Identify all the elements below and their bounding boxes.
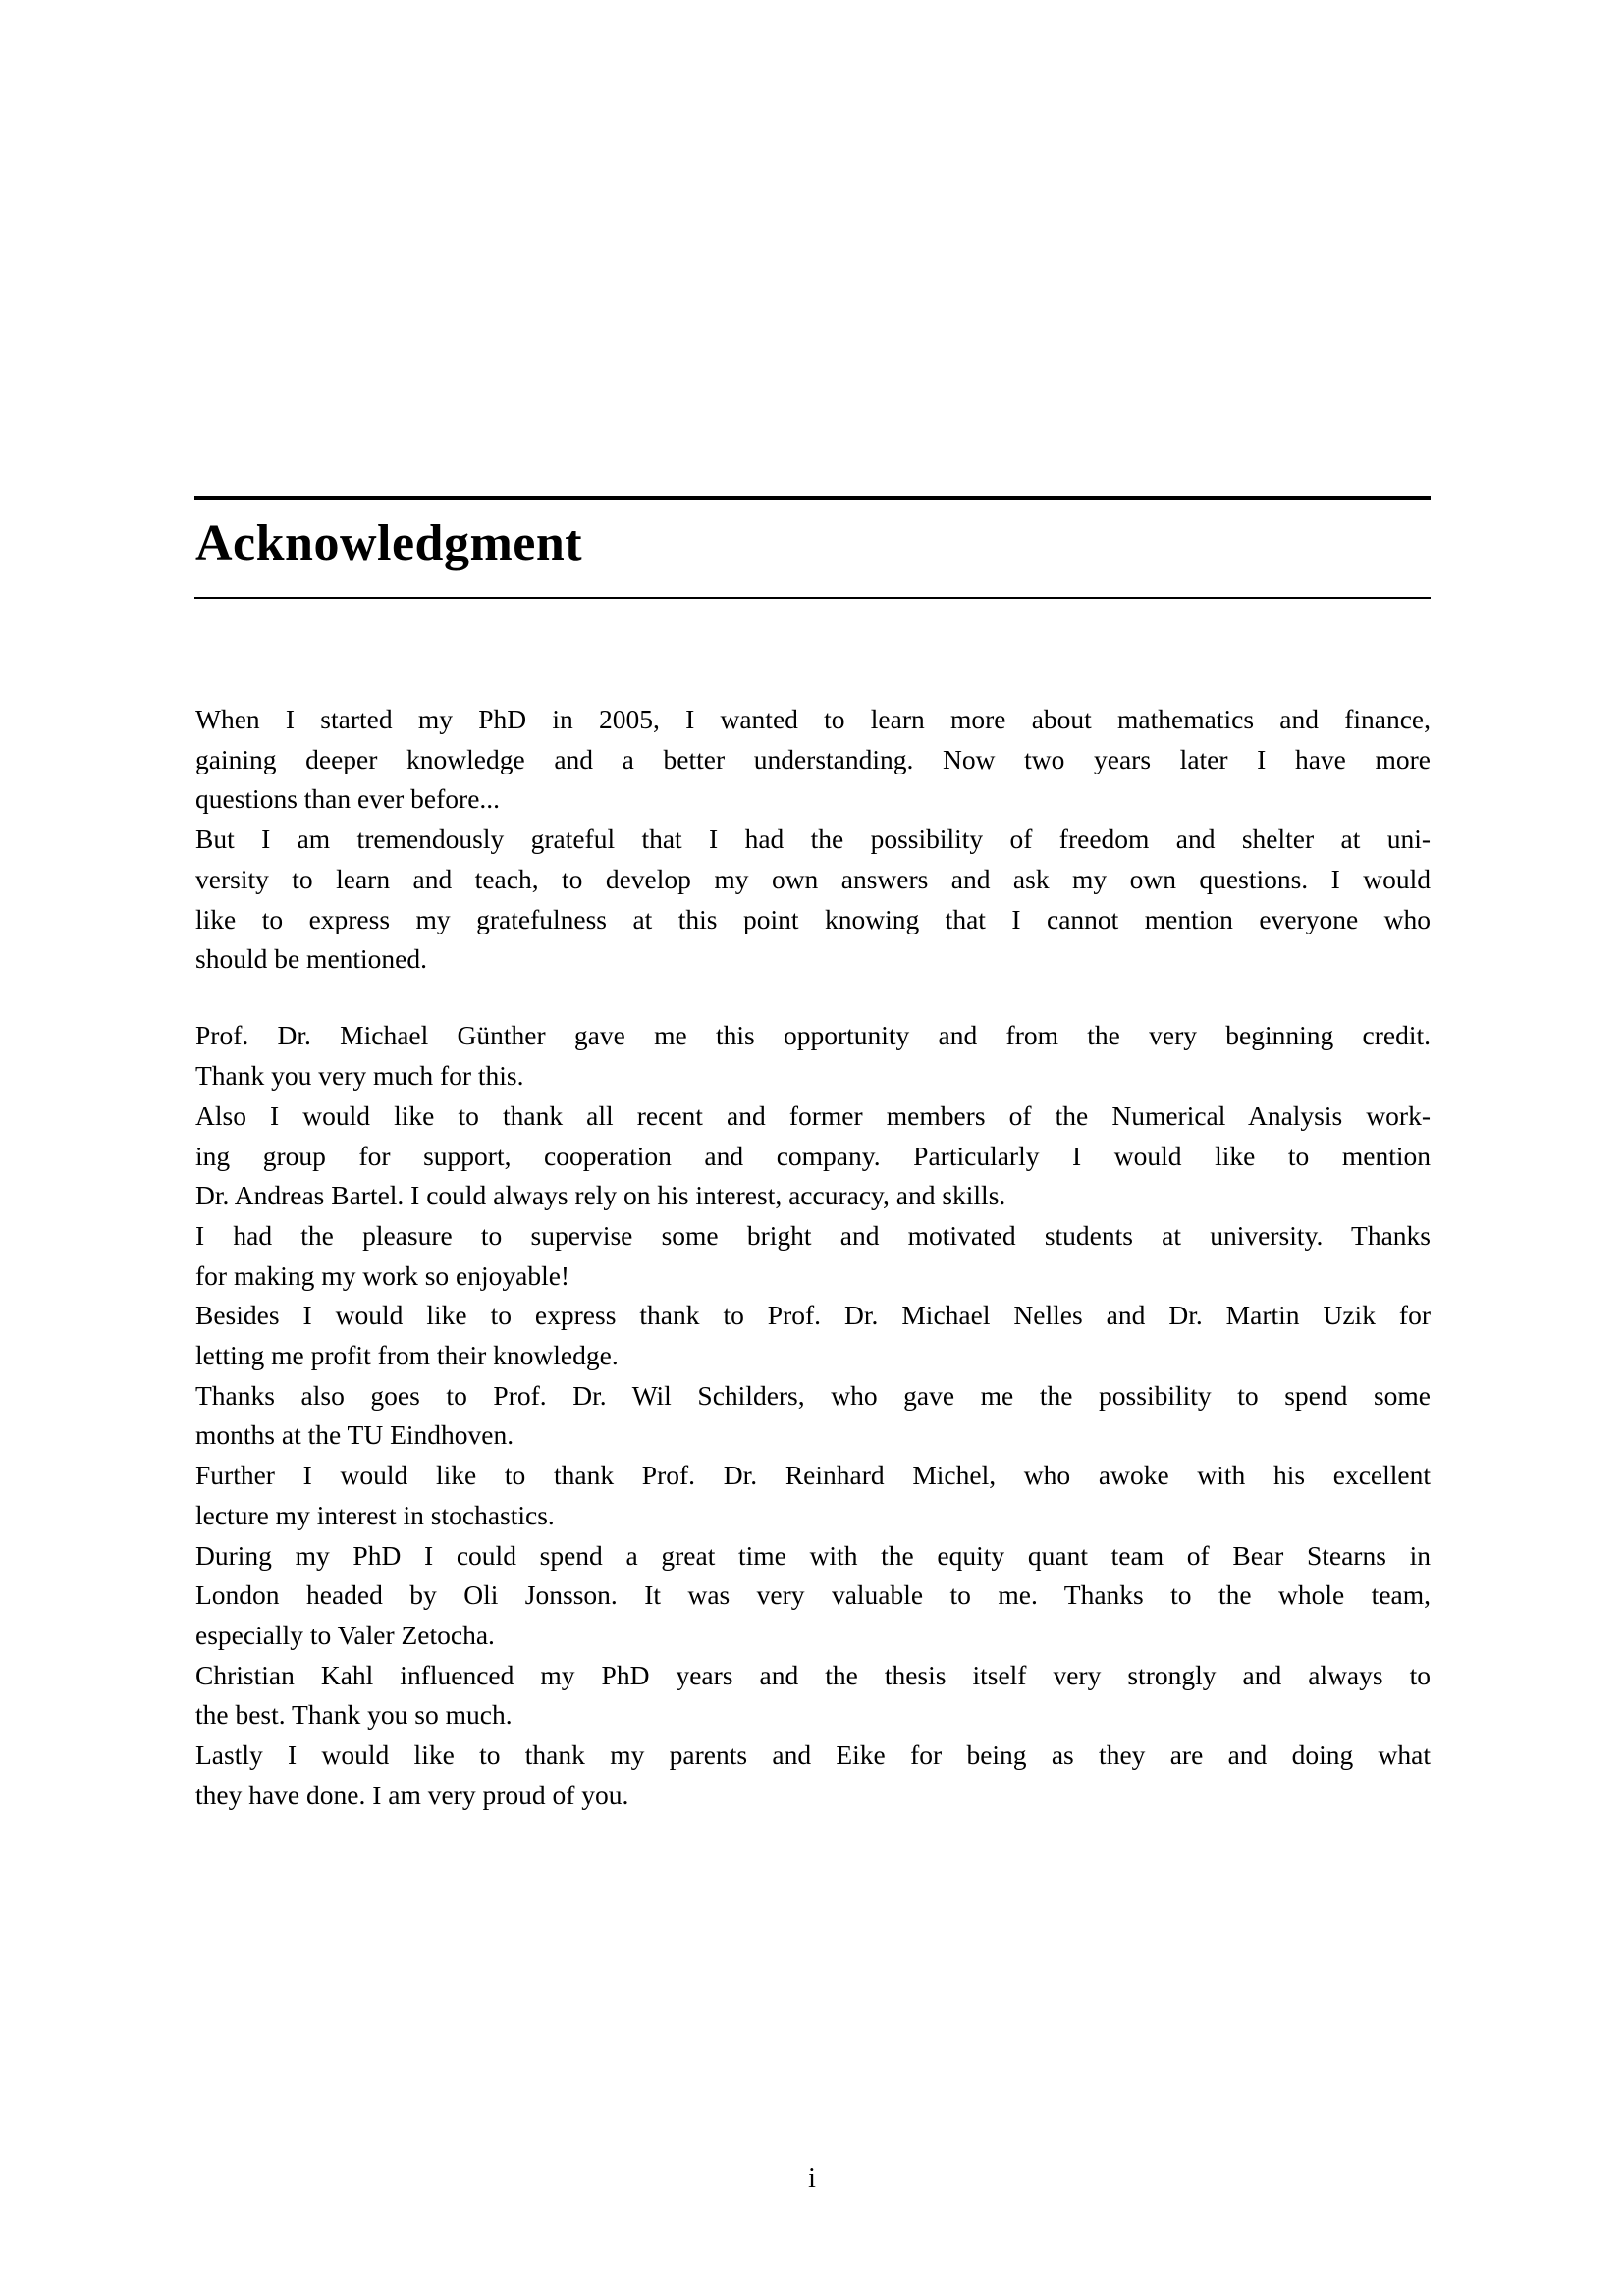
text-line: During my PhD I could spend a great time with the equity quant team of Bear Stearns in bbox=[195, 1539, 1431, 1571]
text-line: Dr. Andreas Bartel. I could always rely on his interest, accuracy, and skills. bbox=[195, 1180, 1006, 1211]
text-line: especially to Valer Zetocha. bbox=[195, 1619, 495, 1650]
text-line: questions than ever before... bbox=[195, 783, 501, 815]
text-line: Also I would like to thank all recent and former members of the Numerical Analysis work- bbox=[195, 1099, 1431, 1131]
text-line: like to express my gratefulness at this point knowing that I cannot mention everyone who bbox=[195, 903, 1431, 934]
text-line: gaining deeper knowledge and a better understanding. Now two years later I have more bbox=[195, 743, 1431, 774]
text-line: When I started my PhD in 2005, I wanted to learn more about mathematics and finance, bbox=[195, 704, 1431, 734]
paragraph bbox=[195, 700, 1431, 980]
text-line: Thanks also goes to Prof. Dr. Wil Schilders, who gave me the possibility to spend some bbox=[195, 1379, 1431, 1411]
text-line: Lastly I would like to thank my parents and Eike for being as they are and doing what bbox=[195, 1739, 1431, 1771]
text-line: versity to learn and teach, to develop my own answers and ask my own questions. I would bbox=[195, 863, 1431, 894]
text-line: the best. Thank you so much. bbox=[195, 1699, 513, 1731]
text-line: Further I would like to thank Prof. Dr. Reinhard Michel, who awoke with his excellent bbox=[195, 1460, 1431, 1491]
chapter-heading-rule-top bbox=[194, 496, 1431, 500]
text-line: lecture my interest in stochastics. bbox=[195, 1499, 555, 1530]
paragraph bbox=[195, 1016, 1431, 1815]
page-number: i bbox=[808, 2163, 816, 2194]
text-line: for making my work so enjoyable! bbox=[195, 1259, 570, 1291]
text-line: Thank you very much for this. bbox=[195, 1060, 524, 1092]
text-line: Prof. Dr. Michael Günther gave me this opportunity and from the very beginning credit. bbox=[195, 1020, 1431, 1051]
text-line: But I am tremendously grateful that I had the possibility of freedom and shelter at uni- bbox=[195, 824, 1431, 855]
text-line: London headed by Oli Jonsson. It was very valuable to me. Thanks to the whole team, bbox=[195, 1579, 1431, 1611]
text-line: months at the TU Eindhoven. bbox=[195, 1419, 514, 1451]
chapter-heading-rule-bottom bbox=[194, 597, 1431, 599]
text-line: Besides I would like to express thank to Prof. Dr. Michael Nelles and Dr. Martin Uzik for bbox=[195, 1300, 1431, 1331]
text-line: letting me profit from their knowledge. bbox=[195, 1340, 619, 1371]
text-line: should be mentioned. bbox=[195, 943, 428, 975]
text-line: they have done. I am very proud of you. bbox=[195, 1779, 629, 1810]
chapter-title: Acknowledgment bbox=[195, 515, 583, 571]
acknowledgment-body bbox=[195, 700, 1431, 1815]
text-line: I had the pleasure to supervise some bright and motivated students at university. Thanks bbox=[195, 1219, 1431, 1251]
text-line: Christian Kahl influenced my PhD years and the thesis itself very strongly and always to bbox=[195, 1659, 1431, 1690]
text-line: ing group for support, cooperation and company. Particularly I would like to mention bbox=[195, 1140, 1431, 1171]
